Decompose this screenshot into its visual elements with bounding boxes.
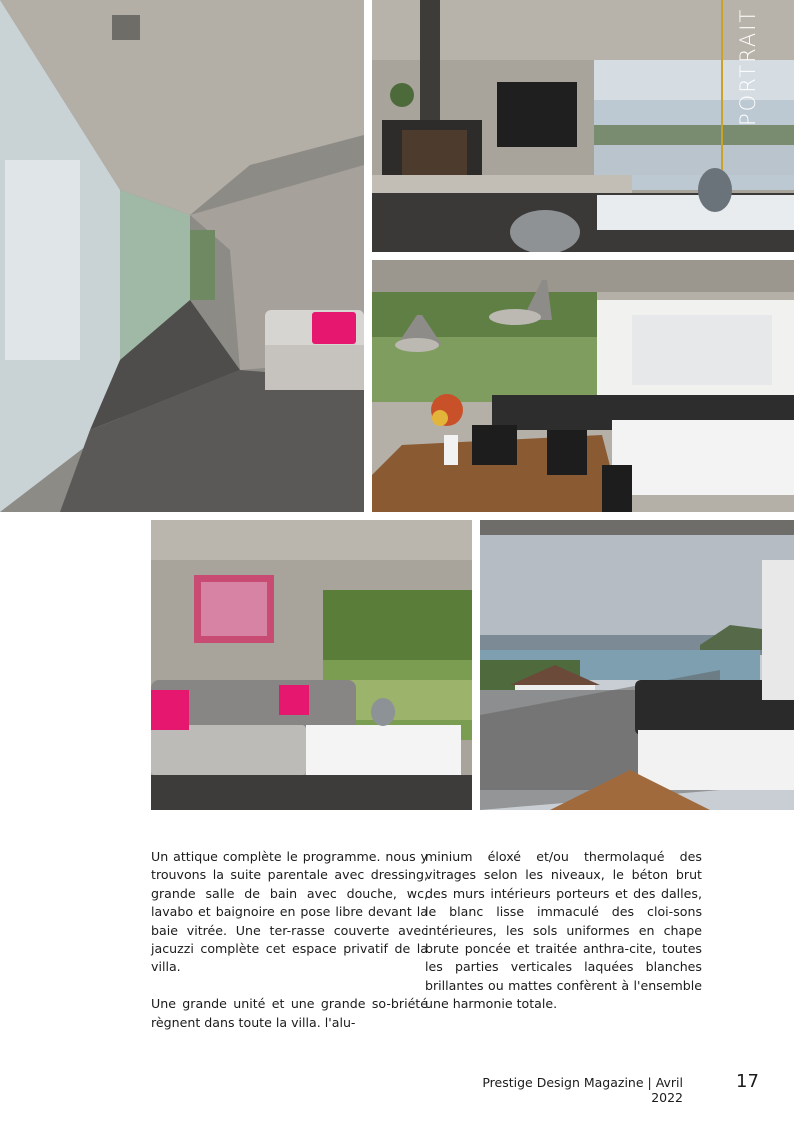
- paragraph: Un attique complète le programme. nous y trouvons la suite parentale avec dressing, grande salle de bain avec douche, wc, lavabo et baignoire en pose libre devant la baie vitrée. Une ter-rasse couverte avec jacuzzi complète cet espace privatif de la villa.: [151, 849, 428, 975]
- paragraph: Une grande unité et une grande so-briété règnent dans toute la villa. l'alu-: [151, 996, 428, 1030]
- fireplace-living-photo: [372, 0, 794, 252]
- corridor-photo: [0, 0, 364, 512]
- body-text-column-1: [151, 848, 428, 1050]
- paragraph: minium éloxé et/ou thermolaqué des vitrages selon les niveaux, le béton brut des murs intérieurs porteurs et des dalles, le blanc lisse immaculé des cloi-sons intérieures, les sols uniformes en chape brute poncée et traitée anthra-cite, toutes les parties verticales laquées blanches brillantes ou mattes confèrent à l'ensemble une harmonie totale.: [425, 849, 702, 1012]
- section-accent-rule: [721, 0, 723, 170]
- body-text-column-2: [425, 848, 702, 1032]
- magazine-footer: Prestige Design Magazine | Avril 2022: [482, 1075, 683, 1105]
- terrace-jacuzzi-photo: [480, 520, 794, 810]
- section-label: PORTRAIT: [736, 8, 760, 127]
- lounge-sofa-photo: [151, 520, 472, 810]
- page-number: 17: [736, 1071, 759, 1092]
- kitchen-dining-photo: [372, 260, 794, 512]
